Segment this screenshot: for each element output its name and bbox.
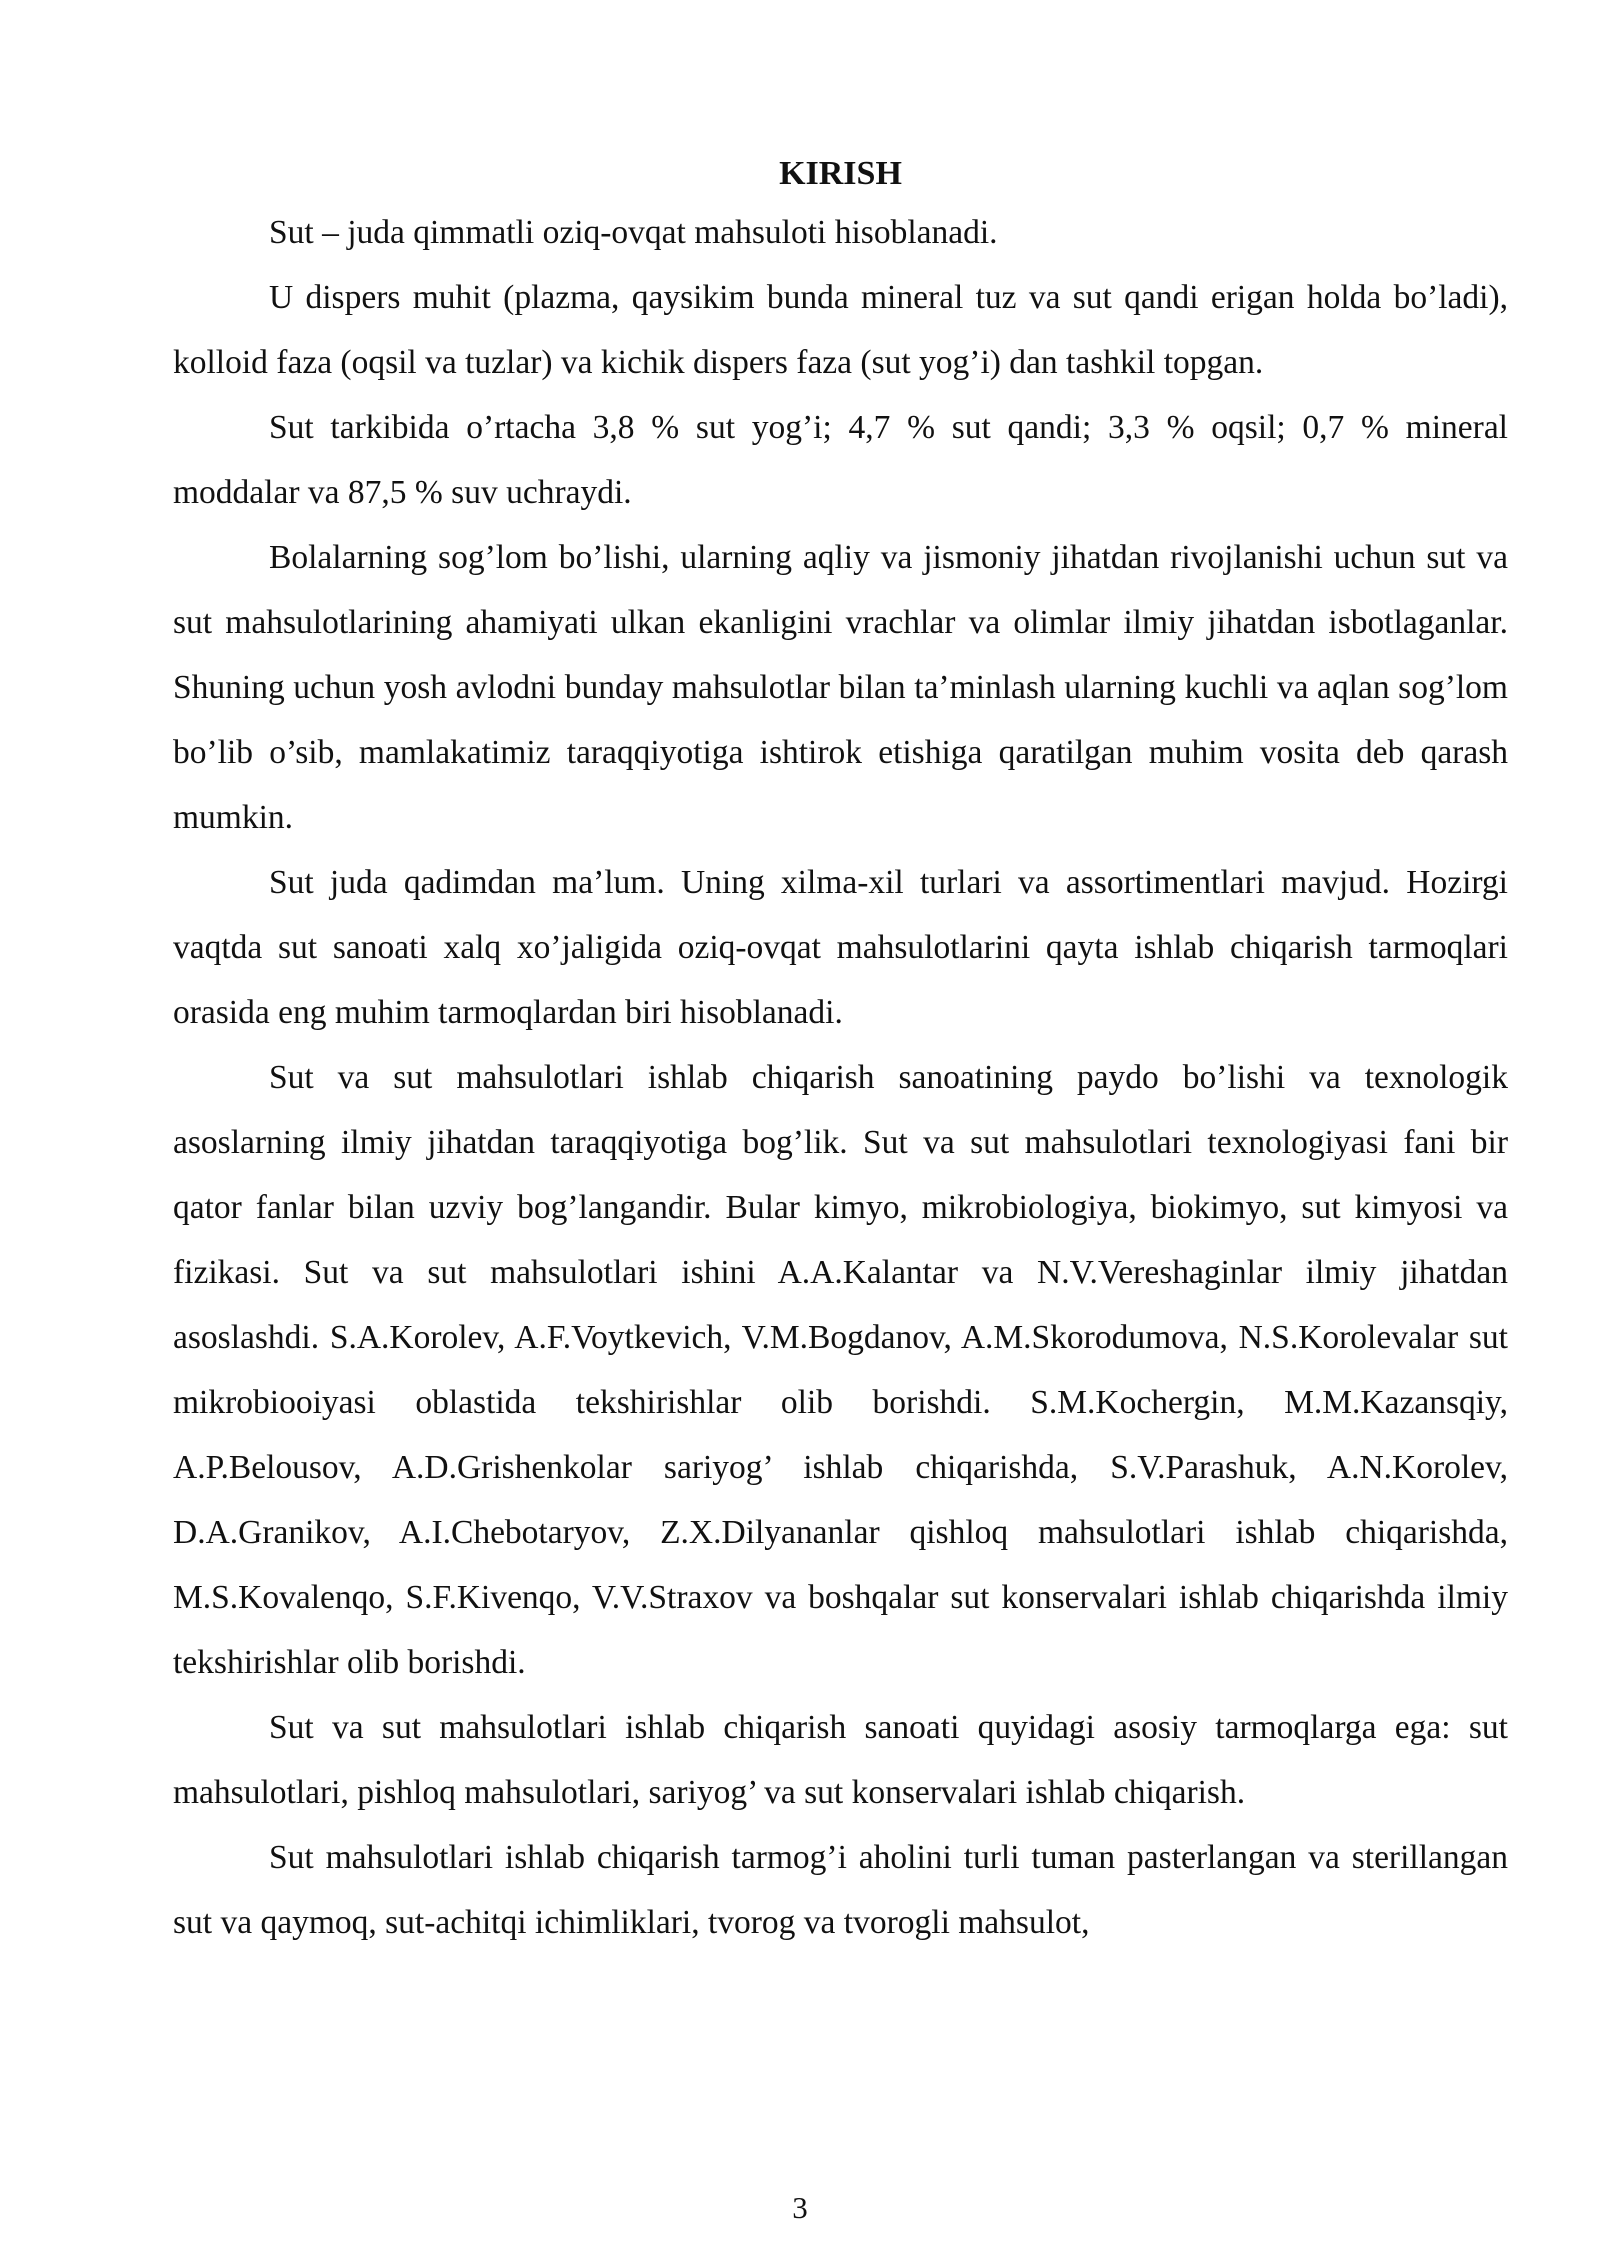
paragraph-5: Sut juda qadimdan ma’lum. Uning xilma-xil turlari va assortimentlari mavjud. Hozirgi vaqtda sut sanoati xalq xo’jaligida oziq-ovqat mahsulotlarini qayta ishlab chiqarish tarmoqlari orasida eng muhim tarmoqlardan biri hisoblanadi. bbox=[173, 864, 1508, 1031]
page-content bbox=[173, 150, 1508, 1955]
page-number: 3 bbox=[792, 2190, 808, 2225]
paragraph-4: Bolalarning sog’lom bo’lishi, ularning aqliy va jismoniy jihatdan rivojlanishi uchun sut va sut mahsulotlarining ahamiyati ulkan ekanligini vrachlar va olimlar ilmiy jihatdan isbotlaganlar. Shuning uchun yosh avlodni bunday mahsulotlar bilan ta’minlash ularning kuchli va aqlan sog’lom bo’lib o’sib, mamlakatimiz taraqqiyotiga ishtirok etishiga qaratilgan muhim vosita deb qarash mumkin. bbox=[173, 539, 1508, 836]
section-heading: KIRISH bbox=[779, 155, 902, 192]
paragraph-8: Sut mahsulotlari ishlab chiqarish tarmog’i aholini turli tuman pasterlangan va sterillangan sut va qaymoq, sut-achitqi ichimliklari, tvorog va tvorogli mahsulot, bbox=[173, 1839, 1508, 1941]
paragraph-2: U dispers muhit (plazma, qaysikim bunda mineral tuz va sut qandi erigan holda bo’ladi), kolloid faza (oqsil va tuzlar) va kichik dispers faza (sut yog’i) dan tashkil topgan. bbox=[173, 279, 1508, 381]
paragraph-1: Sut – juda qimmatli oziq-ovqat mahsuloti hisoblanadi. bbox=[269, 214, 998, 251]
paragraph-3: Sut tarkibida o’rtacha 3,8 % sut yog’i; 4,7 % sut qandi; 3,3 % oqsil; 0,7 % mineral moddalar va 87,5 % suv uchraydi. bbox=[173, 409, 1508, 511]
paragraph-6: Sut va sut mahsulotlari ishlab chiqarish sanoatining paydo bo’lishi va texnologik asoslarning ilmiy jihatdan taraqqiyotiga bog’lik. Sut va sut mahsulotlari texnologiyasi fani bir qator fanlar bilan uzviy bog’langandir. Bular kimyo, mikrobiologiya, biokimyo, sut kimyosi va fizikasi. Sut va sut mahsulotlari ishini A.A.Kalantar va N.V.Vereshaginlar ilmiy jihatdan asoslashdi. S.A.Korolev, A.F.Voytkevich, V.M.Bogdanov, A.M.Skorodumova, N.S.Korolevalar sut mikrobiooiyasi oblastida tekshirishlar olib borishdi. S.M.Kochergin, M.M.Kazansqiy, A.P.Belousov, A.D.Grishenkolar sariyog’ ishlab chiqarishda, S.V.Parashuk, A.N.Korolev, D.A.Granikov, A.I.Chebotaryov, Z.X.Dilyananlar qishloq mahsulotlari ishlab chiqarishda, M.S.Kovalenqo, S.F.Kivenqo, V.V.Straxov va boshqalar sut konservalari ishlab chiqarishda ilmiy tekshirishlar olib borishdi. bbox=[173, 1059, 1508, 1681]
paragraph-7: Sut va sut mahsulotlari ishlab chiqarish sanoati quyidagi asosiy tarmoqlarga ega: sut mahsulotlari, pishloq mahsulotlari, sariyog’ va sut konservalari ishlab chiqarish. bbox=[173, 1709, 1508, 1811]
